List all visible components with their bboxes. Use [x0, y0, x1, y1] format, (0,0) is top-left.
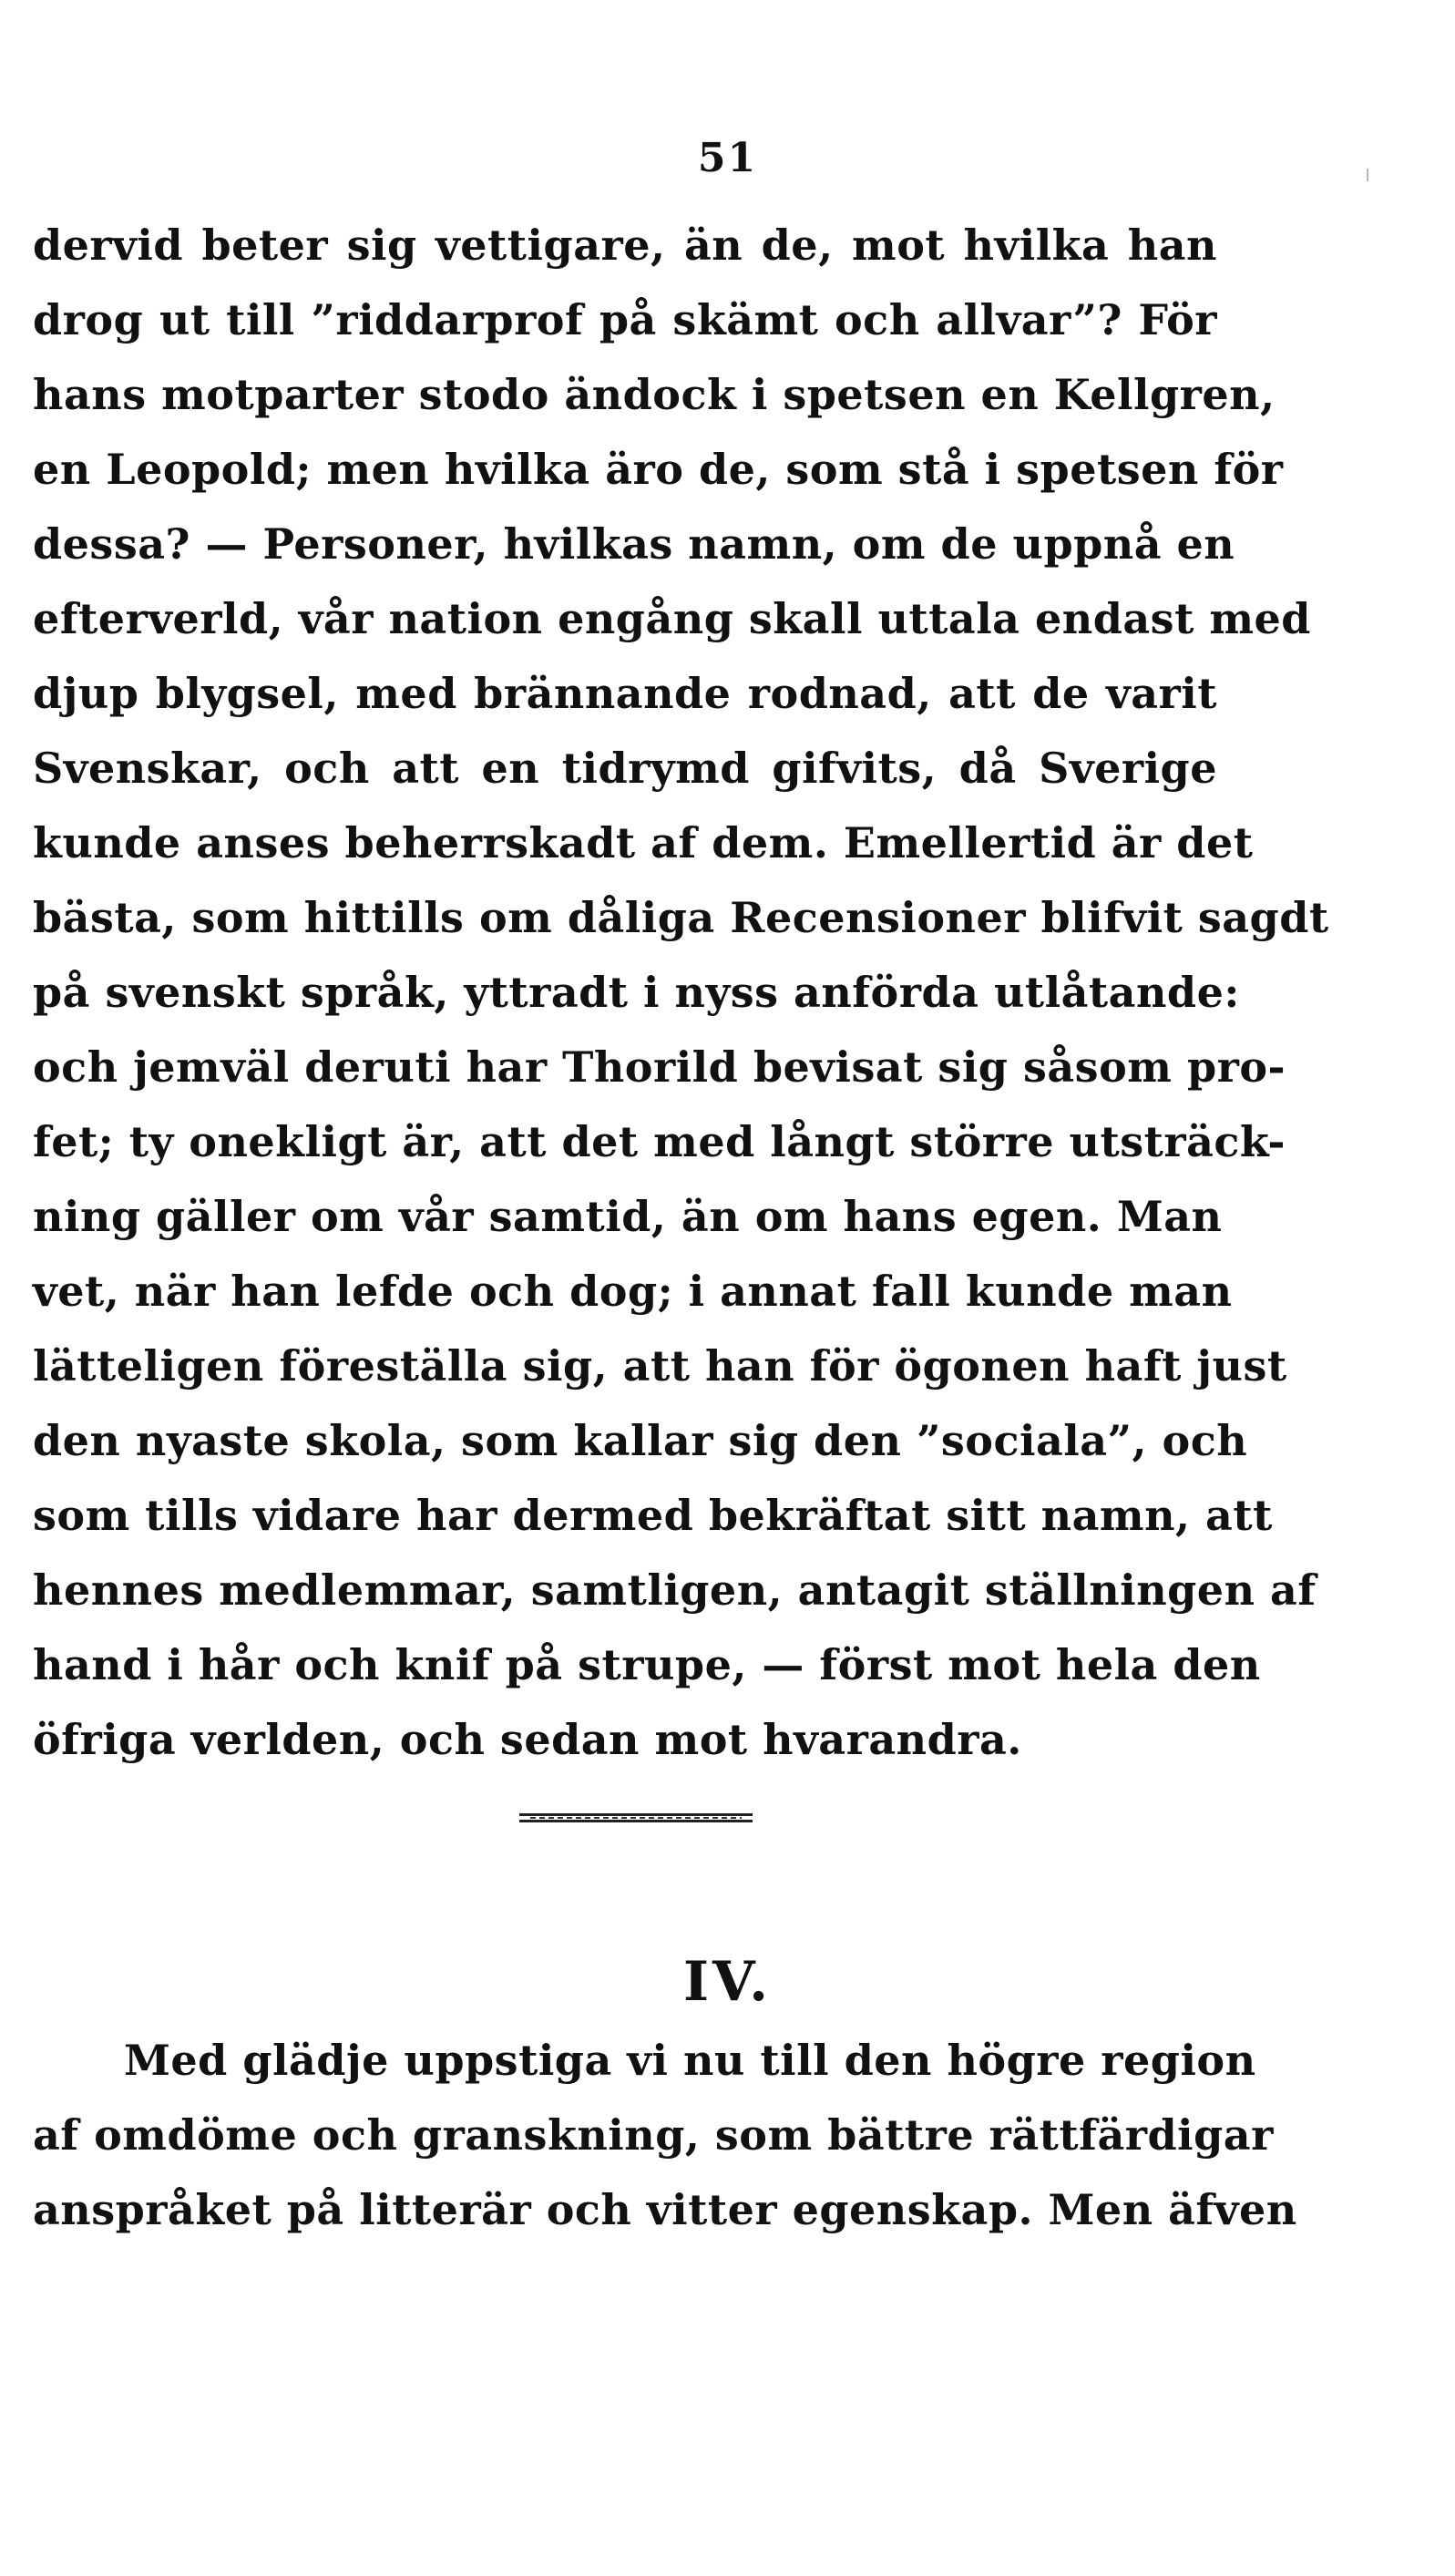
- text-line: Svenskar, och att en tidrymd gifvits, då Sverige: [33, 744, 1217, 793]
- text-line: kunde anses beherrskadt af dem. Emellertid är det: [33, 818, 1254, 867]
- text-line: dervid beter sig vettigare, än de, mot hvilka han: [33, 221, 1217, 270]
- text-line: djup blygsel, med brännande rodnad, att de varit: [33, 669, 1217, 718]
- text-line: hand i hår och knif på strupe, — först mot hela den: [33, 1640, 1261, 1689]
- paragraph-continued: [33, 208, 1329, 1777]
- text-line: på svenskt språk, yttradt i nyss anförda utlåtande:: [33, 968, 1240, 1017]
- text-line: anspråket på litterär och vitter egenskap. Men äfven: [33, 2185, 1297, 2234]
- text-line: dessa? — Personer, hvilkas namn, om de uppnå en: [33, 519, 1235, 569]
- text-line: hennes medlemmar, samtligen, antagit ställningen af: [33, 1565, 1317, 1615]
- text-line: efterverld, vår nation engång skall uttala endast med: [33, 594, 1311, 643]
- text-line: fet; ty onekligt är, att det med långt större utsträck-: [33, 1117, 1286, 1166]
- text-line: som tills vidare har dermed bekräftat sitt namn, att: [33, 1491, 1273, 1540]
- text-line: en Leopold; men hvilka äro de, som stå i spetsen för: [33, 445, 1284, 494]
- text-line: drog ut till ”riddarprof på skämt och allvar”? För: [33, 295, 1217, 344]
- text-line: ning gäller om vår samtid, än om hans egen. Man: [33, 1192, 1223, 1241]
- text-line: och jemväl deruti har Thorild bevisat sig såsom pro-: [33, 1042, 1286, 1092]
- text-line: Med glädje uppstiga vi nu till den högre region: [124, 2036, 1256, 2085]
- text-line: bästa, som hittills om dåliga Recensioner blifvit sagdt: [33, 893, 1329, 942]
- paragraph-section-iv: [33, 2023, 1297, 2247]
- text-line: öfriga verlden, och sedan mot hvarandra.: [33, 1715, 1022, 1764]
- text-line: lätteligen föreställa sig, att han för ögonen haft just: [33, 1341, 1287, 1391]
- page-number: 51: [697, 135, 758, 181]
- text-line: vet, när han lefde och dog; i annat fall kunde man: [33, 1267, 1233, 1316]
- text-line: af omdöme och granskning, som bättre rättfärdigar: [33, 2110, 1274, 2160]
- text-line: hans motparter stodo ändock i spetsen en Kellgren,: [33, 370, 1276, 419]
- section-heading: IV.: [682, 1950, 773, 2014]
- section-divider-ornament: [519, 1813, 753, 1822]
- text-line: den nyaste skola, som kallar sig den ”sociala”, och: [33, 1416, 1248, 1465]
